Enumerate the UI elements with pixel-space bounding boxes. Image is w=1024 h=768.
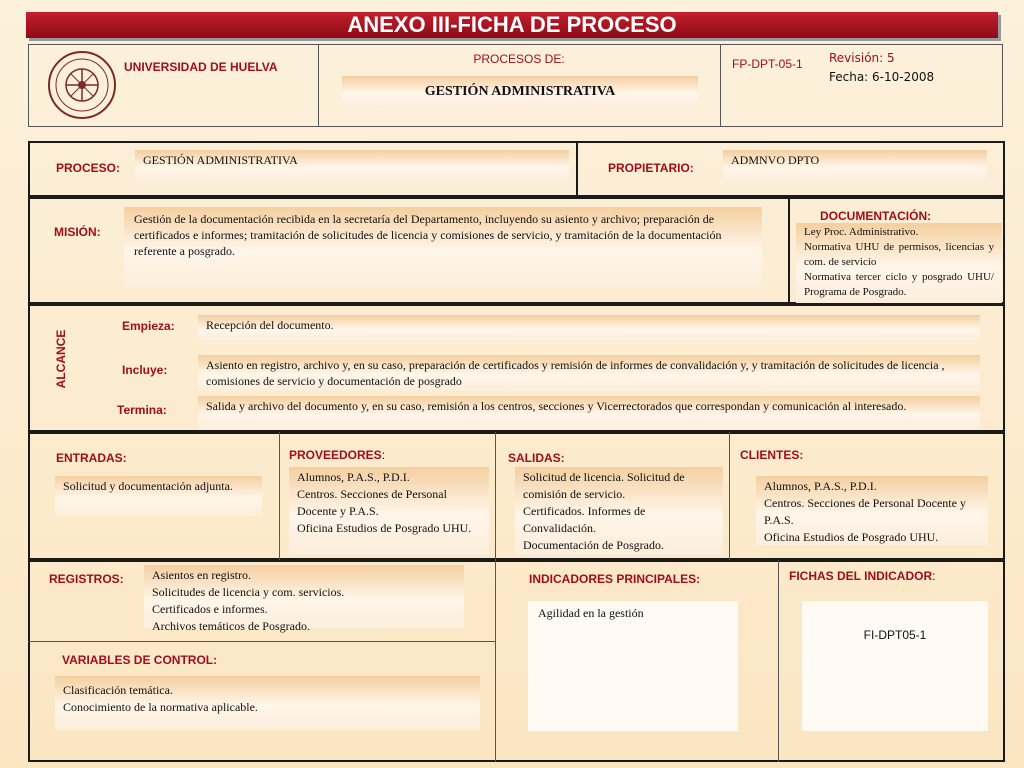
- propietario-label: PROPIETARIO:: [608, 161, 694, 175]
- proveedores-label-text: PROVEEDORES: [289, 448, 382, 462]
- proceso-label: PROCESO:: [56, 161, 121, 175]
- salidas-text: Solicitud de licencia. Solicitud de comisión de servicio. Certificados. Informes de Convalidación. Documentación de Posgrado.: [515, 467, 723, 555]
- variables-text: Clasificación temática. Conocimiento de la normativa aplicable.: [55, 676, 480, 730]
- clientes-text: Alumnos, P.A.S., P.D.I. Centros. Secciones de Personal Docente y P.A.S. Oficina Estudios de Posgrado UHU.: [756, 476, 988, 546]
- empieza-label: Empieza:: [122, 319, 175, 333]
- procesos-de-label: PROCESOS DE:: [473, 52, 565, 66]
- fecha: Fecha: 6-10-2008: [829, 70, 935, 84]
- page-title: ANEXO III-FICHA DE PROCESO: [347, 12, 677, 37]
- university-seal-logo: [46, 50, 118, 120]
- variables-label: VARIABLES DE CONTROL:: [62, 653, 218, 667]
- fichas-text: FI-DPT05-1: [802, 601, 988, 731]
- salidas-label: SALIDAS:: [508, 451, 565, 465]
- procesos-de-value: GESTIÓN ADMINISTRATIVA: [342, 76, 698, 108]
- fichas-label-text: FICHAS DEL INDICADOR: [789, 569, 933, 583]
- termina-label: Termina:: [117, 403, 167, 417]
- proveedores-label: [289, 448, 385, 462]
- entradas-text: Solicitud y documentación adjunta.: [55, 476, 262, 516]
- alcance-label: ALCANCE: [54, 329, 68, 389]
- document-code: FP-DPT-05-1: [732, 57, 803, 71]
- registros-text: Asientos en registro. Solicitudes de licencia y com. servicios. Certificados e informes. Archivos temáticos de Posgrado.: [144, 565, 464, 629]
- mision-text: Gestión de la documentación recibida en la secretaría del Departamento, incluyendo su asiento y archivo; preparación de certificados e informes; tramitación de solicitudes de licencia y comisiones de servicio, y tramitación de la documentación referente a posgrado.: [124, 207, 762, 287]
- proveedores-colon: :: [381, 448, 386, 462]
- empieza-value: Recepción del documento.: [198, 315, 980, 341]
- termina-value: Salida y archivo del documento y, en su caso, remisión a los centros, secciones y Vicerrectorados que correspondan y comunicación al interesado.: [198, 396, 980, 430]
- fichas-colon: :: [932, 569, 936, 583]
- propietario-value: ADMNVO DPTO: [723, 150, 987, 182]
- proceso-value: GESTIÓN ADMINISTRATIVA: [135, 150, 569, 182]
- indicadores-label: INDICADORES PRINCIPALES:: [529, 572, 701, 586]
- university-name: UNIVERSIDAD DE HUELVA: [124, 60, 278, 74]
- fichas-label: [789, 569, 935, 583]
- entradas-label: ENTRADAS:: [56, 451, 127, 465]
- revision: Revisión: 5: [829, 51, 895, 65]
- documentacion-label: DOCUMENTACIÓN:: [820, 209, 932, 223]
- mision-label: MISIÓN:: [54, 225, 101, 239]
- incluye-value: Asiento en registro, archivo y, en su caso, preparación de certificados y remisión de informes de convalidación y, y tramitación de solicitudes de licencia , comisiones de servicio y documentación de posgrado: [198, 355, 980, 391]
- registros-label: REGISTROS:: [49, 572, 124, 586]
- indicadores-text: Agilidad en la gestión: [528, 601, 738, 731]
- clientes-label: CLIENTES:: [740, 448, 804, 462]
- incluye-label: Incluye:: [122, 363, 168, 377]
- proveedores-text: Alumnos, P.A.S., P.D.I. Centros. Secciones de Personal Docente y P.A.S. Oficina Estudios de Posgrado UHU.: [289, 467, 489, 555]
- documentacion-text: Ley Proc. Administrativo. Normativa UHU de permisos, licencias y com. de servicio Normativa tercer ciclo y posgrado UHU/ Programa de Posgrado.: [796, 223, 1002, 303]
